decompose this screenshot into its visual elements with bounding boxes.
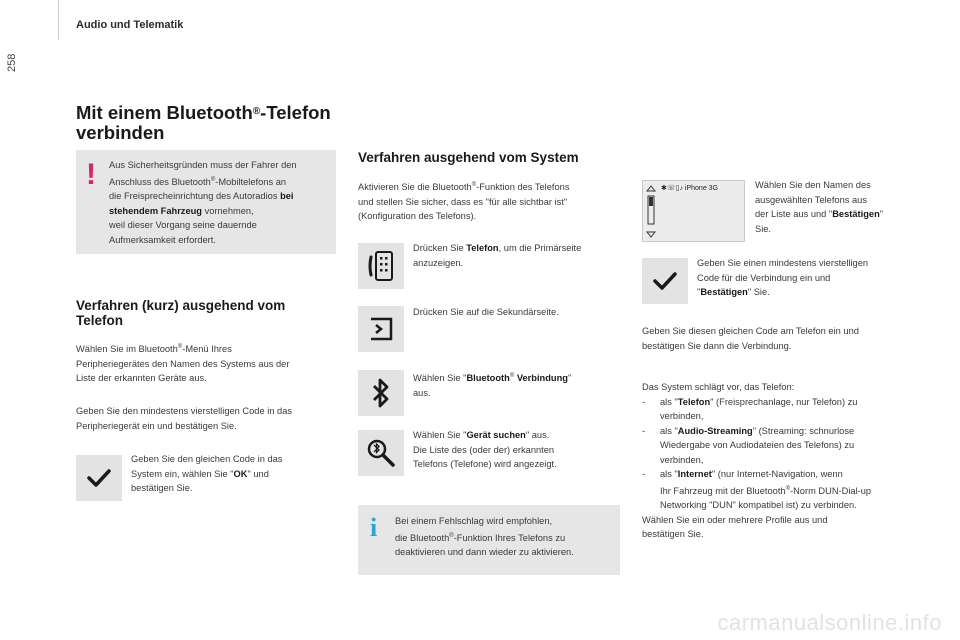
same-code-text: Geben Sie diesen gleichen Code am Telefon ein und bestätigen Sie dann die Verbindung. [642,326,859,351]
option-audio-streaming: - als "Audio-Streaming" (Streaming: schnurlose [642,425,855,436]
header-rule [58,0,59,40]
enter-code-text: Geben Sie einen mindestens vierstelligen Code für die Verbindung ein und "Bestätigen" Sie. [697,258,869,297]
step-secondary-text: Drücken Sie auf die Sekundärseite. [413,307,559,317]
short-procedure-heading: Verfahren (kurz) ausgehend vom Telefon [76,298,286,328]
secondary-page-icon [366,314,396,344]
bluetooth-icon [371,377,391,409]
confirm-button-graphic [642,258,688,304]
telephone-key-graphic [358,243,404,289]
info-text: Bei einem Fehlschlag wird empfohlen, die Bluetooth®-Funktion Ihres Telefons zu deaktivieren und dann wieder zu aktivieren. [395,516,574,558]
profile-options: Das System schlägt vor, das Telefon: - als "Telefon" (Freisprechanlage, nur Telefon) zu verbinden, - als "Audio-Streaming" (Streaming: schnurlose Wiedergabe von Audiodateien des Telefons) zu verbinden, - als "Internet" (nur Internet-Navigation, wenn Ihr Fahrzeug mit der Bluetooth®-Norm DUN-Dial-up Networking "DUN" kompatibel ist) zu verbinden. Wählen Sie ein oder mehrere Profile aus und bestätigen Sie. [642,380,917,542]
step-bluetooth-text: Wählen Sie "Bluetooth® Verbindung" aus. [413,373,572,398]
system-intro: Aktivieren Sie die Bluetooth®-Funktion des Telefons und stellen Sie sicher, dass es "für alle sichtbar ist" (Konfiguration des Telefons). [358,182,570,222]
page-number: 258 [6,53,18,72]
short-para-2: Geben Sie den mindestens vierstelligen Code in das Peripheriegerät ein und bestätigen Sie. [76,406,293,431]
device-search-icon [365,437,397,469]
warning-box [76,150,336,254]
search-device-graphic [358,430,404,476]
page-title: Mit einem Bluetooth®-Telefon verbinden [76,102,331,143]
step-telephone-text: Drücken Sie Telefon, um die Primärseite anzuzeigen. [413,243,582,268]
system-procedure-heading: Verfahren ausgehend vom System [358,150,579,165]
short-para-1: Wählen Sie im Bluetooth®-Menü Ihres Peripheriegerätes den Namen des Systems aus der Liste der erkannten Geräte aus. [76,344,290,384]
device-list-screen [642,180,745,242]
watermark: carmanualsonline.info [717,610,942,635]
warning-text: Aus Sicherheitsgründen muss der Fahrer den Anschluss des Bluetooth®-Mobiltelefons an die Freisprecheinrichtung des Autoradios bei stehendem Fahrzeug vornehmen, weil dieser Vorgang seine dauernde Aufmerksamkeit erfordert. [109,160,297,245]
checkmark-icon [87,468,111,488]
short-para-3: Geben Sie den gleichen Code in das System ein, wählen Sie "OK" und bestätigen Sie. [131,454,283,493]
ok-button-graphic [76,455,122,501]
checkmark-icon [653,271,677,291]
device-row: ✱☏▯♪ iPhone 3G [661,185,719,192]
option-telefon: - als "Telefon" (Freisprechanlage, nur Telefon) zu [642,396,858,407]
phone-icon [367,249,395,283]
option-internet: - als "Internet" (nur Internet-Navigation, wenn [642,469,843,479]
warning-icon: ! [86,158,96,191]
step-search-text: Wählen Sie "Gerät suchen" aus. Die Liste des (oder der) erkannten Telefons (Telefone) wird angezeigt. [413,430,557,469]
info-box [358,505,620,575]
scrollbar-icon [645,184,657,240]
device-profile-icons: ✱☏▯♪ [661,185,685,192]
bluetooth-key-graphic [358,370,404,416]
info-icon: i [370,513,378,542]
section-header: Audio und Telematik [76,19,184,31]
secondary-page-graphic [358,306,404,352]
select-phone-text: Wählen Sie den Namen des ausgewählten Telefons aus der Liste aus und "Bestätigen" Sie. [755,180,884,234]
